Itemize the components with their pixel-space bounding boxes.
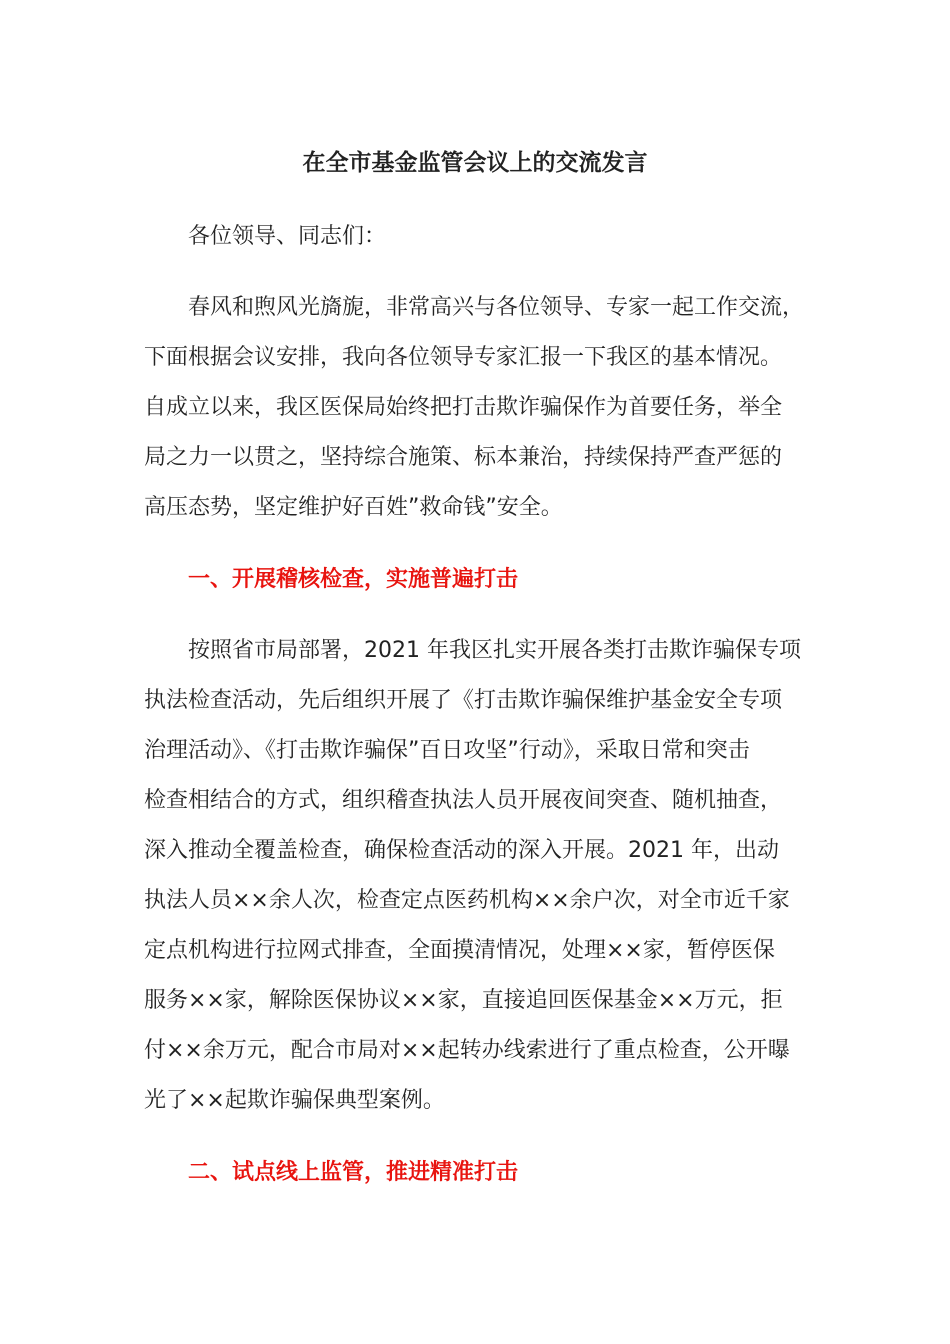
intro-line: 春风和煦风光旖旎，非常高兴与各位领导、专家一起工作交流，	[188, 295, 805, 320]
section1-line: 检查相结合的方式，组织稽查执法人员开展夜间突查、随机抽查，	[144, 788, 783, 813]
section1-line: 按照省市局部署，2021 年我区扎实开展各类打击欺诈骗保专项	[188, 638, 801, 663]
intro-line: 自成立以来，我区医保局始终把打击欺诈骗保作为首要任务，举全	[144, 395, 783, 420]
section-heading-1: 一、开展稽核检查，实施普遍打击	[188, 567, 519, 592]
section1-line: 付××余万元，配合市局对××起转办线索进行了重点检查，公开曝	[144, 1038, 790, 1063]
section1-line: 执法检查活动，先后组织开展了《打击欺诈骗保维护基金安全专项	[144, 688, 783, 713]
document-title: 在全市基金监管会议上的交流发言	[302, 150, 648, 176]
section1-line: 执法人员××余人次，检查定点医药机构××余户次，对全市近千家	[144, 888, 790, 913]
salutation: 各位领导、同志们：	[188, 224, 387, 249]
intro-line: 局之力一以贯之，坚持综合施策、标本兼治，持续保持严查严惩的	[144, 445, 783, 470]
section1-paragraph	[144, 626, 810, 1126]
section1-line: 光了××起欺诈骗保典型案例。	[144, 1088, 445, 1113]
intro-line: 下面根据会议安排，我向各位领导专家汇报一下我区的基本情况。	[144, 345, 783, 370]
section-heading-2: 二、试点线上监管，推进精准打击	[188, 1160, 519, 1185]
intro-line: 高压态势，坚定维护好百姓”救命钱”安全。	[144, 495, 563, 520]
section1-line: 服务××家，解除医保协议××家，直接追回医保基金××万元，拒	[144, 988, 783, 1013]
section1-line: 治理活动》、《打击欺诈骗保”百日攻坚”行动》，采取日常和突击	[144, 738, 750, 763]
section1-line: 定点机构进行拉网式排查，全面摸清情况，处理××家，暂停医保	[144, 938, 775, 963]
intro-paragraph	[144, 283, 810, 533]
section1-line: 深入推动全覆盖检查，确保检查活动的深入开展。2021 年，出动	[144, 838, 779, 863]
